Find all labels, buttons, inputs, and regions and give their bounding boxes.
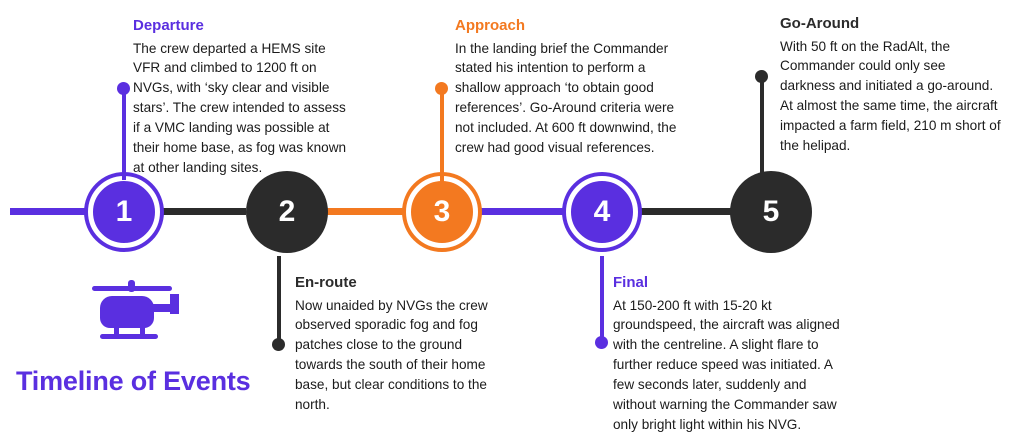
event-heading-go-around: Go-Around [780,15,860,32]
timeline-node-1 [88,176,160,248]
connector-stem-2 [277,256,281,346]
event-body-approach: In the landing brief the Commander stated his intention to perform a shallow approach ‘to obtain good references’. Go-Around criteria were not included. At 600 ft downwind, the crew had good visual references. [455,40,677,156]
event-block-enroute [295,275,505,415]
connector-stem-3 [440,88,444,184]
helicopter-icon [78,272,186,350]
timeline-segment-3-4 [480,208,568,215]
connector-dot-3 [435,82,448,95]
connector-dot-5 [755,70,768,83]
event-heading-enroute: En-route [295,274,357,291]
connector-dot-4 [595,336,608,349]
event-block-approach [455,18,680,158]
timeline-node-5-number: 5 [762,195,780,228]
connector-dot-1 [117,82,130,95]
event-block-final [613,275,853,435]
timeline-node-2-number: 2 [278,195,296,228]
timeline-node-4 [566,176,638,248]
event-block-departure [133,18,351,178]
connector-stem-5 [760,76,764,176]
timeline-node-3 [406,176,478,248]
event-heading-final: Final [613,274,649,291]
connector-dot-2 [272,338,285,351]
event-body-go-around: With 50 ft on the RadAlt, the Commander could only see darkness and initiated a go-around. At almost the same time, the aircraft impacted a farm field, 210 m short of the helipad. [780,38,1001,154]
timeline-segment-2-3 [318,208,406,215]
timeline-node-5 [730,171,812,253]
connector-stem-4 [600,256,604,344]
timeline-node-3-number: 3 [433,195,451,228]
connector-stem-1 [122,88,126,180]
page-title: Timeline of Events [16,366,251,396]
timeline-node-4-number: 4 [593,195,611,228]
event-body-final: At 150-200 ft with 15-20 kt groundspeed, the aircraft was aligned with the centreline. A slight flare to further reduce speed was initiated. A few seconds later, suddenly and without warning the Commander saw only bright light within his NVG. [613,297,840,433]
timeline-node-1-number: 1 [115,195,133,228]
event-block-go-around [780,16,1002,156]
timeline-segment-1-2 [150,208,246,215]
timeline-segment-start [10,208,96,215]
event-heading-departure: Departure [133,17,204,34]
event-body-departure: The crew departed a HEMS site VFR and climbed to 1200 ft on NVGs, with ‘sky clear and visible stars’. The crew intended to assess if a VMC landing was possible at their home base, as fog was known at other landing sites. [133,40,347,176]
event-body-enroute: Now unaided by NVGs the crew observed sporadic fog and fog patches close to the ground towards the south of their home base, but clear conditions to the north. [295,297,488,413]
timeline-node-2 [246,171,328,253]
event-heading-approach: Approach [455,17,526,34]
timeline-segment-4-5 [640,208,732,215]
